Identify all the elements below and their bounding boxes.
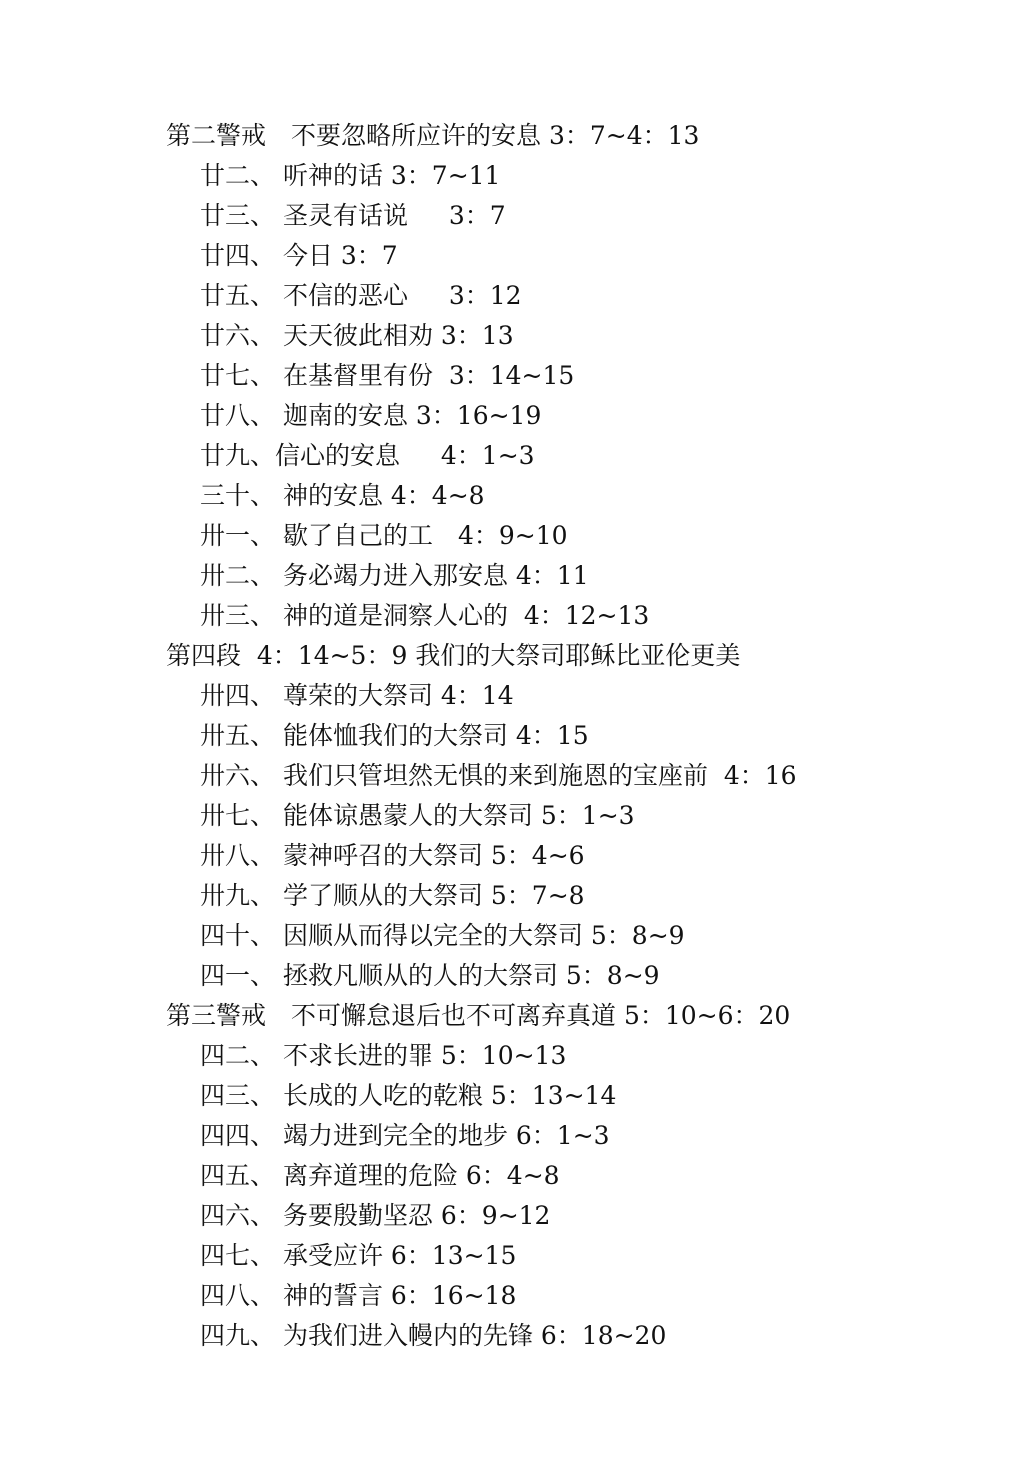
section-heading: 第三警戒 不可懈怠退后也不可离弃真道 5：10~6：20 bbox=[166, 1001, 791, 1030]
outline-item: 廿六、 天天彼此相劝 3：13 bbox=[200, 321, 514, 350]
outline-item: 卅一、 歇了自己的工 4：9~10 bbox=[200, 521, 568, 550]
outline-item: 卅四、 尊荣的大祭司 4：14 bbox=[200, 681, 514, 710]
outline-item: 卅九、 学了顺从的大祭司 5：7~8 bbox=[200, 881, 585, 910]
section-heading: 第二警戒 不要忽略所应许的安息 3：7~4：13 bbox=[166, 121, 700, 150]
outline-item: 廿八、 迦南的安息 3：16~19 bbox=[200, 401, 542, 430]
outline-item: 卅六、 我们只管坦然无惧的来到施恩的宝座前 4：16 bbox=[200, 761, 797, 790]
outline-item: 三十、 神的安息 4：4~8 bbox=[200, 481, 485, 510]
outline-list bbox=[166, 116, 986, 1356]
outline-item: 卅五、 能体恤我们的大祭司 4：15 bbox=[200, 721, 589, 750]
section-heading: 第四段 4：14~5：9 我们的大祭司耶稣比亚伦更美 bbox=[166, 641, 741, 670]
outline-item: 四一、 拯救凡顺从的人的大祭司 5：8~9 bbox=[200, 961, 660, 990]
outline-item: 四八、 神的誓言 6：16~18 bbox=[200, 1281, 517, 1310]
outline-item: 卅三、 神的道是洞察人心的 4：12~13 bbox=[200, 601, 650, 630]
outline-item: 卅二、 务必竭力进入那安息 4：11 bbox=[200, 561, 589, 590]
outline-item: 四七、 承受应许 6：13~15 bbox=[200, 1241, 517, 1270]
outline-item: 廿九、信心的安息 4：1~3 bbox=[200, 441, 535, 470]
outline-item: 四六、 务要殷勤坚忍 6：9~12 bbox=[200, 1201, 551, 1230]
outline-item: 廿五、 不信的恶心 3：12 bbox=[200, 281, 522, 310]
outline-item: 四九、 为我们进入幔内的先锋 6：18~20 bbox=[200, 1321, 667, 1350]
outline-item: 卅八、 蒙神呼召的大祭司 5：4~6 bbox=[200, 841, 585, 870]
outline-item: 卅七、 能体谅愚蒙人的大祭司 5：1~3 bbox=[200, 801, 635, 830]
outline-item: 四五、 离弃道理的危险 6：4~8 bbox=[200, 1161, 560, 1190]
outline-item: 廿二、 听神的话 3：7~11 bbox=[200, 161, 501, 190]
outline-item: 四四、 竭力进到完全的地步 6：1~3 bbox=[200, 1121, 610, 1150]
outline-item: 四十、 因顺从而得以完全的大祭司 5：8~9 bbox=[200, 921, 685, 950]
outline-item: 廿七、 在基督里有份 3：14~15 bbox=[200, 361, 575, 390]
outline-item: 廿三、 圣灵有话说 3：7 bbox=[200, 201, 506, 230]
outline-item: 四三、 长成的人吃的乾粮 5：13~14 bbox=[200, 1081, 617, 1110]
outline-item: 廿四、 今日 3：7 bbox=[200, 241, 398, 270]
outline-item: 四二、 不求长进的罪 5：10~13 bbox=[200, 1041, 567, 1070]
